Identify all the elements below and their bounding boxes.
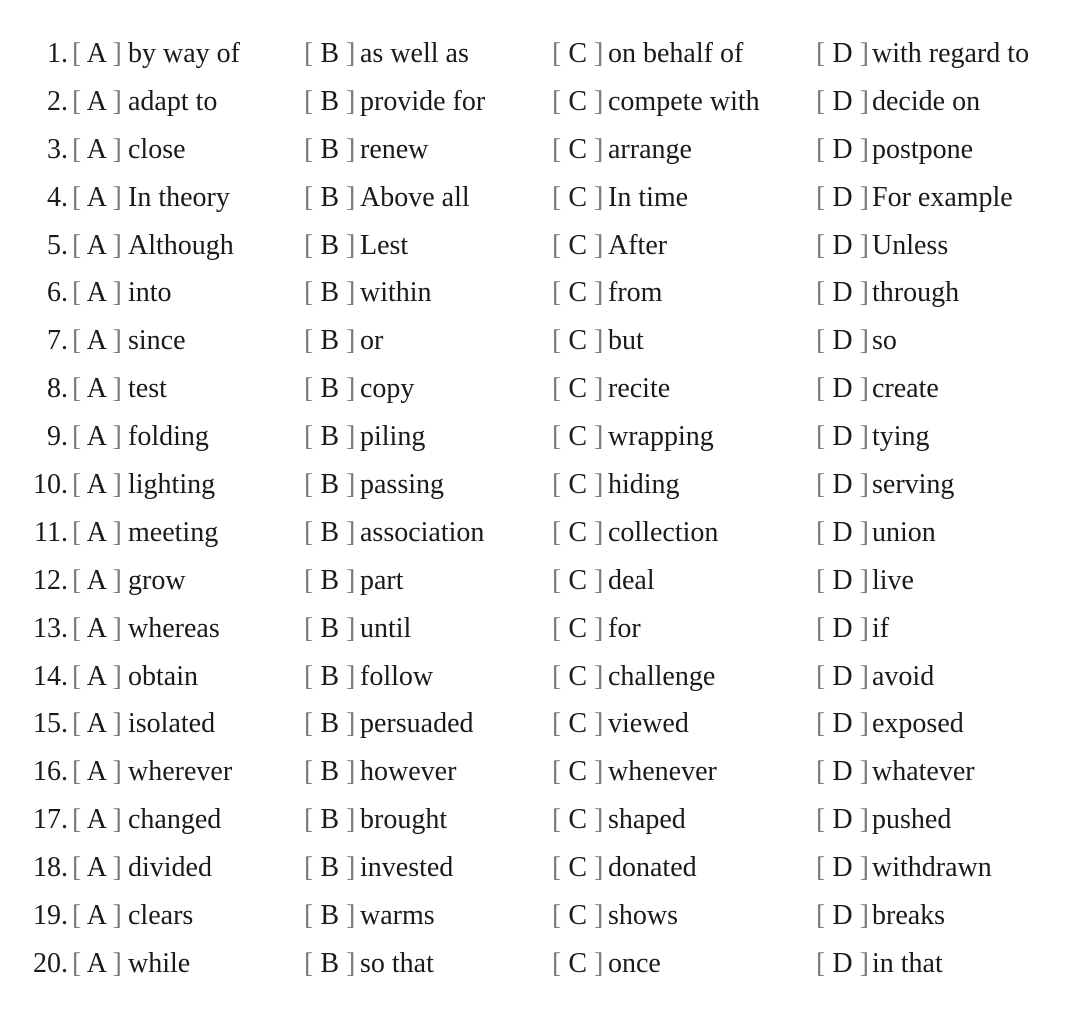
question-number: 18.: [33, 852, 68, 884]
option-d: [816, 78, 980, 126]
option-text: into: [128, 277, 172, 309]
option-b: [304, 461, 444, 509]
option-text: divided: [128, 852, 212, 884]
option-text: shaped: [608, 804, 686, 836]
option-letter: [ B ]: [304, 564, 356, 596]
option-c: [552, 269, 662, 317]
option-letter: [ D ]: [816, 612, 869, 644]
option-letter: [ A ]: [72, 612, 122, 644]
option-text: test: [128, 373, 167, 405]
option-text: for: [608, 612, 641, 644]
option-b: [304, 365, 414, 413]
option-c: [552, 365, 670, 413]
option-b: [304, 605, 411, 653]
question-number: 7.: [47, 325, 68, 357]
option-a: [72, 557, 186, 605]
question-number: 15.: [33, 708, 68, 740]
option-a: [72, 222, 234, 270]
question-row: [0, 940, 1080, 988]
option-letter: [ D ]: [816, 277, 869, 309]
option-letter: [ A ]: [72, 708, 122, 740]
option-d: [816, 269, 959, 317]
option-b: [304, 30, 469, 78]
option-b: [304, 844, 453, 892]
option-text: donated: [608, 852, 697, 884]
option-letter: [ C ]: [552, 469, 604, 501]
option-letter: [ B ]: [304, 516, 356, 548]
option-letter: [ C ]: [552, 181, 604, 213]
option-letter: [ B ]: [304, 900, 356, 932]
option-c: [552, 892, 678, 940]
option-text: invested: [360, 852, 454, 884]
option-c: [552, 174, 688, 222]
question-row: [0, 605, 1080, 653]
option-text: avoid: [872, 660, 935, 692]
option-d: [816, 748, 975, 796]
option-text: persuaded: [360, 708, 474, 740]
option-letter: [ A ]: [72, 564, 122, 596]
option-letter: [ D ]: [816, 469, 869, 501]
option-c: [552, 940, 661, 988]
option-a: [72, 892, 193, 940]
option-a: [72, 461, 215, 509]
option-text: in that: [872, 947, 943, 979]
option-d: [816, 222, 948, 270]
option-letter: [ B ]: [304, 804, 356, 836]
option-a: [72, 78, 217, 126]
option-b: [304, 222, 408, 270]
option-letter: [ D ]: [816, 804, 869, 836]
option-c: [552, 700, 689, 748]
question-row: [0, 892, 1080, 940]
option-letter: [ D ]: [816, 38, 869, 69]
option-b: [304, 653, 433, 701]
option-b: [304, 700, 474, 748]
question-number: 19.: [33, 900, 68, 932]
option-text: withdrawn: [872, 852, 992, 884]
option-text: from: [608, 277, 663, 309]
option-letter: [ A ]: [72, 804, 122, 836]
option-a: [72, 844, 212, 892]
question-row: [0, 222, 1080, 270]
question-row: [0, 317, 1080, 365]
option-letter: [ D ]: [816, 947, 869, 979]
option-text: association: [360, 516, 485, 548]
question-number: 2.: [47, 85, 68, 117]
option-letter: [ B ]: [304, 373, 356, 405]
option-text: with regard to: [872, 38, 1030, 69]
option-letter: [ D ]: [816, 660, 869, 692]
option-text: tying: [872, 421, 930, 453]
option-text: on behalf of: [608, 38, 744, 69]
option-b: [304, 413, 425, 461]
option-b: [304, 509, 484, 557]
option-d: [816, 30, 1029, 78]
option-letter: [ A ]: [72, 181, 122, 213]
option-text: whenever: [608, 756, 717, 788]
option-b: [304, 748, 456, 796]
option-c: [552, 317, 644, 365]
option-text: After: [608, 229, 668, 261]
option-letter: [ C ]: [552, 133, 604, 165]
question-number: 14.: [33, 660, 68, 692]
option-letter: [ A ]: [72, 516, 122, 548]
option-text: recite: [608, 373, 671, 405]
option-letter: [ D ]: [816, 756, 869, 788]
option-letter: [ B ]: [304, 708, 356, 740]
option-c: [552, 126, 692, 174]
option-a: [72, 126, 186, 174]
option-letter: [ D ]: [816, 325, 869, 357]
option-letter: [ D ]: [816, 181, 869, 213]
option-a: [72, 940, 190, 988]
option-a: [72, 269, 172, 317]
option-text: live: [872, 564, 914, 596]
option-text: but: [608, 325, 644, 357]
option-letter: [ B ]: [304, 612, 356, 644]
option-letter: [ B ]: [304, 947, 356, 979]
question-number: 12.: [33, 564, 68, 596]
option-letter: [ D ]: [816, 373, 869, 405]
option-letter: [ B ]: [304, 85, 356, 117]
option-c: [552, 796, 686, 844]
question-number: 9.: [47, 421, 68, 453]
option-text: lighting: [128, 469, 216, 501]
option-text: provide for: [360, 85, 486, 117]
option-c: [552, 461, 680, 509]
option-d: [816, 509, 936, 557]
option-b: [304, 796, 447, 844]
option-b: [304, 940, 434, 988]
question-number: 5.: [47, 229, 68, 261]
question-row: [0, 653, 1080, 701]
question-number: 20.: [33, 947, 68, 979]
question-number: 4.: [47, 181, 68, 213]
option-letter: [ C ]: [552, 612, 604, 644]
option-letter: [ B ]: [304, 38, 356, 69]
option-text: clears: [128, 900, 194, 932]
option-text: deal: [608, 564, 655, 596]
question-row: [0, 461, 1080, 509]
option-letter: [ C ]: [552, 564, 604, 596]
option-text: isolated: [128, 708, 216, 740]
option-b: [304, 269, 432, 317]
option-letter: [ C ]: [552, 516, 604, 548]
option-text: exposed: [872, 708, 964, 740]
option-text: copy: [360, 373, 415, 405]
option-d: [816, 174, 1013, 222]
option-a: [72, 748, 232, 796]
option-text: piling: [360, 421, 426, 453]
option-text: whereas: [128, 612, 220, 644]
option-a: [72, 605, 220, 653]
option-text: adapt to: [128, 85, 218, 117]
option-c: [552, 844, 697, 892]
question-row: [0, 509, 1080, 557]
option-letter: [ C ]: [552, 38, 604, 69]
option-a: [72, 796, 221, 844]
option-letter: [ B ]: [304, 181, 356, 213]
option-c: [552, 413, 714, 461]
option-text: pushed: [872, 804, 952, 836]
option-c: [552, 653, 715, 701]
option-text: collection: [608, 516, 719, 548]
option-letter: [ A ]: [72, 277, 122, 309]
question-row: [0, 748, 1080, 796]
option-letter: [ C ]: [552, 85, 604, 117]
option-c: [552, 748, 717, 796]
option-d: [816, 940, 943, 988]
option-a: [72, 700, 215, 748]
option-letter: [ C ]: [552, 421, 604, 453]
option-c: [552, 509, 718, 557]
question-number: 8.: [47, 373, 68, 405]
option-letter: [ B ]: [304, 756, 356, 788]
option-a: [72, 653, 198, 701]
option-letter: [ D ]: [816, 85, 869, 117]
option-text: Unless: [872, 229, 949, 261]
option-letter: [ A ]: [72, 229, 122, 261]
question-row: [0, 269, 1080, 317]
option-text: until: [360, 612, 412, 644]
option-text: changed: [128, 804, 222, 836]
question-number: 3.: [47, 133, 68, 165]
option-a: [72, 413, 209, 461]
option-letter: [ C ]: [552, 373, 604, 405]
option-letter: [ A ]: [72, 85, 122, 117]
option-text: within: [360, 277, 432, 309]
option-letter: [ D ]: [816, 421, 869, 453]
question-number: 11.: [34, 516, 68, 548]
option-d: [816, 461, 954, 509]
option-text: however: [360, 756, 457, 788]
option-text: decide on: [872, 85, 981, 117]
option-text: In time: [608, 181, 689, 213]
option-letter: [ A ]: [72, 421, 122, 453]
option-text: folding: [128, 421, 209, 453]
question-number: 1.: [47, 38, 68, 69]
option-letter: [ C ]: [552, 804, 604, 836]
option-letter: [ A ]: [72, 756, 122, 788]
question-row: [0, 796, 1080, 844]
option-c: [552, 78, 760, 126]
option-letter: [ A ]: [72, 900, 122, 932]
option-text: postpone: [872, 133, 974, 165]
option-letter: [ D ]: [816, 708, 869, 740]
option-letter: [ D ]: [816, 564, 869, 596]
option-d: [816, 126, 973, 174]
option-letter: [ C ]: [552, 756, 604, 788]
option-letter: [ A ]: [72, 947, 122, 979]
option-text: create: [872, 373, 939, 405]
option-letter: [ A ]: [72, 373, 122, 405]
option-letter: [ A ]: [72, 469, 122, 501]
option-d: [816, 700, 964, 748]
option-letter: [ A ]: [72, 133, 122, 165]
option-letter: [ B ]: [304, 660, 356, 692]
option-text: obtain: [128, 660, 198, 692]
option-letter: [ C ]: [552, 277, 604, 309]
option-text: grow: [128, 564, 186, 596]
option-letter: [ B ]: [304, 229, 356, 261]
option-text: challenge: [608, 660, 716, 692]
option-letter: [ D ]: [816, 229, 869, 261]
option-letter: [ B ]: [304, 325, 356, 357]
option-d: [816, 605, 889, 653]
option-d: [816, 796, 951, 844]
option-text: passing: [360, 469, 444, 501]
option-letter: [ B ]: [304, 421, 356, 453]
option-text: union: [872, 516, 936, 548]
option-d: [816, 557, 914, 605]
question-row: [0, 174, 1080, 222]
option-text: while: [128, 947, 191, 979]
option-letter: [ B ]: [304, 852, 356, 884]
option-text: so that: [360, 947, 434, 979]
question-number: 16.: [33, 756, 68, 788]
option-text: compete with: [608, 85, 760, 117]
option-letter: [ C ]: [552, 229, 604, 261]
option-text: part: [360, 564, 404, 596]
option-b: [304, 317, 383, 365]
option-text: since: [128, 325, 186, 357]
option-d: [816, 653, 934, 701]
option-text: In theory: [128, 181, 230, 213]
option-c: [552, 222, 667, 270]
option-text: renew: [360, 133, 429, 165]
option-text: brought: [360, 804, 448, 836]
option-letter: [ A ]: [72, 852, 122, 884]
option-text: serving: [872, 469, 955, 501]
option-text: wherever: [128, 756, 233, 788]
question-number: 6.: [47, 277, 68, 309]
question-row: [0, 30, 1080, 78]
option-letter: [ B ]: [304, 469, 356, 501]
option-text: through: [872, 277, 960, 309]
option-b: [304, 557, 404, 605]
option-letter: [ C ]: [552, 947, 604, 979]
option-letter: [ A ]: [72, 38, 122, 69]
option-letter: [ C ]: [552, 900, 604, 932]
option-text: viewed: [608, 708, 689, 740]
option-text: follow: [360, 660, 434, 692]
question-row: [0, 78, 1080, 126]
question-number: 17.: [33, 804, 68, 836]
option-d: [816, 413, 930, 461]
option-a: [72, 317, 186, 365]
option-a: [72, 174, 230, 222]
option-c: [552, 557, 655, 605]
option-text: wrapping: [608, 421, 714, 453]
question-row: [0, 413, 1080, 461]
option-letter: [ D ]: [816, 852, 869, 884]
option-a: [72, 509, 218, 557]
option-letter: [ B ]: [304, 133, 356, 165]
option-text: For example: [872, 181, 1013, 213]
option-text: so: [872, 325, 897, 357]
option-b: [304, 892, 435, 940]
option-letter: [ C ]: [552, 852, 604, 884]
option-text: Although: [128, 229, 234, 261]
option-text: shows: [608, 900, 679, 932]
option-letter: [ C ]: [552, 660, 604, 692]
option-text: or: [360, 325, 384, 357]
option-text: by way of: [128, 38, 240, 69]
question-row: [0, 700, 1080, 748]
question-row: [0, 365, 1080, 413]
option-text: meeting: [128, 516, 219, 548]
question-row: [0, 126, 1080, 174]
option-text: close: [128, 133, 186, 165]
option-d: [816, 892, 945, 940]
option-c: [552, 605, 641, 653]
option-text: arrange: [608, 133, 692, 165]
question-row: [0, 844, 1080, 892]
option-text: Lest: [360, 229, 409, 261]
option-text: once: [608, 947, 661, 979]
option-text: warms: [360, 900, 435, 932]
option-text: breaks: [872, 900, 946, 932]
option-c: [552, 30, 743, 78]
option-letter: [ D ]: [816, 133, 869, 165]
question-number: 10.: [33, 469, 68, 501]
option-a: [72, 365, 167, 413]
option-letter: [ A ]: [72, 660, 122, 692]
option-b: [304, 174, 470, 222]
option-letter: [ C ]: [552, 708, 604, 740]
option-text: as well as: [360, 38, 469, 69]
option-b: [304, 126, 428, 174]
option-a: [72, 30, 240, 78]
option-letter: [ A ]: [72, 325, 122, 357]
option-letter: [ B ]: [304, 277, 356, 309]
option-text: if: [872, 612, 890, 644]
option-text: Above all: [360, 181, 470, 213]
question-row: [0, 557, 1080, 605]
option-text: whatever: [872, 756, 975, 788]
option-letter: [ D ]: [816, 516, 869, 548]
answer-options-sheet: [0, 30, 1080, 988]
option-letter: [ C ]: [552, 325, 604, 357]
option-text: hiding: [608, 469, 680, 501]
option-d: [816, 844, 992, 892]
option-b: [304, 78, 485, 126]
option-d: [816, 365, 939, 413]
option-letter: [ D ]: [816, 900, 869, 932]
option-d: [816, 317, 897, 365]
question-number: 13.: [33, 612, 68, 644]
